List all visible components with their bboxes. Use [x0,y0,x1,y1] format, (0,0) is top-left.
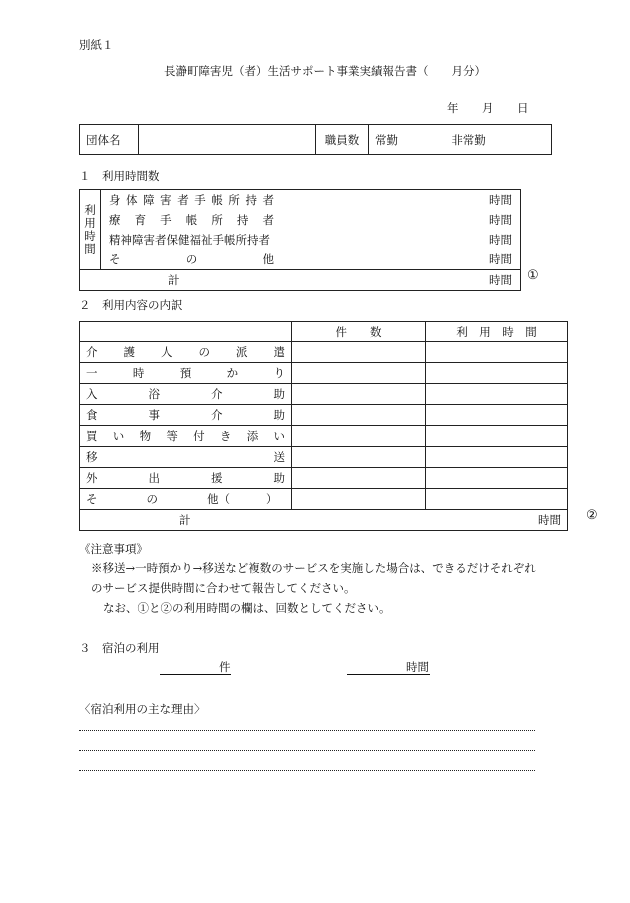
usage-hours-table [79,189,521,291]
breakdown-count-cell[interactable] [292,447,426,468]
breakdown-time-cell[interactable] [426,405,568,426]
usage-hours-side-label: 利 用 時 間 [80,190,101,270]
breakdown-row-label: 一時預かり [80,363,292,384]
usage-row-physical[interactable]: 身体障害者手帳所持者 時間 [101,190,521,210]
marker-1: ① [527,268,539,283]
col-count-header: 件 数 [292,322,426,342]
parttime-label: 非常勤 [451,132,486,147]
notes-line-3: なお、①と②の利用時間の欄は、回数としてください。 [103,601,391,615]
breakdown-row-label: 介護人の派遣 [80,342,292,363]
breakdown-time-cell[interactable] [426,426,568,447]
breakdown-time-cell[interactable] [426,363,568,384]
breakdown-row-label: 移送 [80,447,292,468]
breakdown-time-cell[interactable] [426,468,568,489]
breakdown-count-cell[interactable] [292,342,426,363]
notes-heading: 《注意事項》 [79,542,148,556]
breakdown-count-cell[interactable] [292,363,426,384]
page-title: 長瀞町障害児（者）生活サポート事業実績報告書（ 月分） [164,64,486,78]
breakdown-time-cell[interactable] [426,342,568,363]
org-name-label: 団体名 [80,125,139,155]
usage-row-other[interactable]: その他 時間 [101,250,521,270]
stay-time-underline[interactable] [347,674,430,675]
section3-heading: ３ 宿泊の利用 [79,641,160,655]
breakdown-count-cell[interactable] [292,489,426,510]
stay-count-underline[interactable] [160,674,231,675]
date-year: 年 [447,101,459,115]
reason-line-3[interactable] [79,770,535,771]
usage-row-intellectual[interactable]: 療育手帳所持者 時間 [101,210,521,230]
usage-total-row[interactable]: 計 時間 [80,270,521,291]
staff-count-label: 職員数 [316,125,369,155]
marker-2: ② [586,508,598,523]
breakdown-time-cell[interactable] [426,447,568,468]
notes-line-2: のサービス提供時間に合わせて報告してください。 [91,581,356,595]
breakdown-header-blank [80,322,292,342]
usage-row-mental[interactable]: 精神障害者保健福祉手帳所持者 時間 [101,230,521,250]
reason-line-1[interactable] [79,730,535,731]
annex-label: 別紙１ [79,38,114,52]
date-month: 月 [482,101,494,115]
breakdown-count-cell[interactable] [292,468,426,489]
reason-line-2[interactable] [79,750,535,751]
fulltime-label: 常勤 [375,132,398,147]
col-time-header: 利 用 時 間 [426,322,568,342]
breakdown-total-row[interactable]: 計 時間 [80,510,568,531]
breakdown-row-label: 買い物等付き添い [80,426,292,447]
breakdown-row-other[interactable]: そ の 他（ ） [80,489,292,510]
notes-line-1: ※移送→一時預かり→移送など複数のサービスを実施した場合は、できるだけそれぞれ [91,561,536,575]
staff-count-field[interactable] [369,125,552,155]
section1-heading: １ 利用時間数 [79,169,160,183]
org-table [79,124,552,155]
date-day: 日 [517,101,529,115]
breakdown-row-label: 外出援助 [80,468,292,489]
section2-heading: ２ 利用内容の内訳 [79,298,183,312]
breakdown-count-cell[interactable] [292,405,426,426]
usage-breakdown-table [79,321,568,531]
breakdown-time-cell[interactable] [426,384,568,405]
breakdown-count-cell[interactable] [292,426,426,447]
org-name-field[interactable] [139,125,316,155]
breakdown-row-label: 入浴介助 [80,384,292,405]
stay-reason-heading: 〈宿泊利用の主な理由〉 [79,702,206,716]
stay-time-unit: 時間 [406,660,429,674]
breakdown-count-cell[interactable] [292,384,426,405]
breakdown-time-cell[interactable] [426,489,568,510]
breakdown-row-label: 食事介助 [80,405,292,426]
stay-count-unit: 件 [219,660,231,674]
